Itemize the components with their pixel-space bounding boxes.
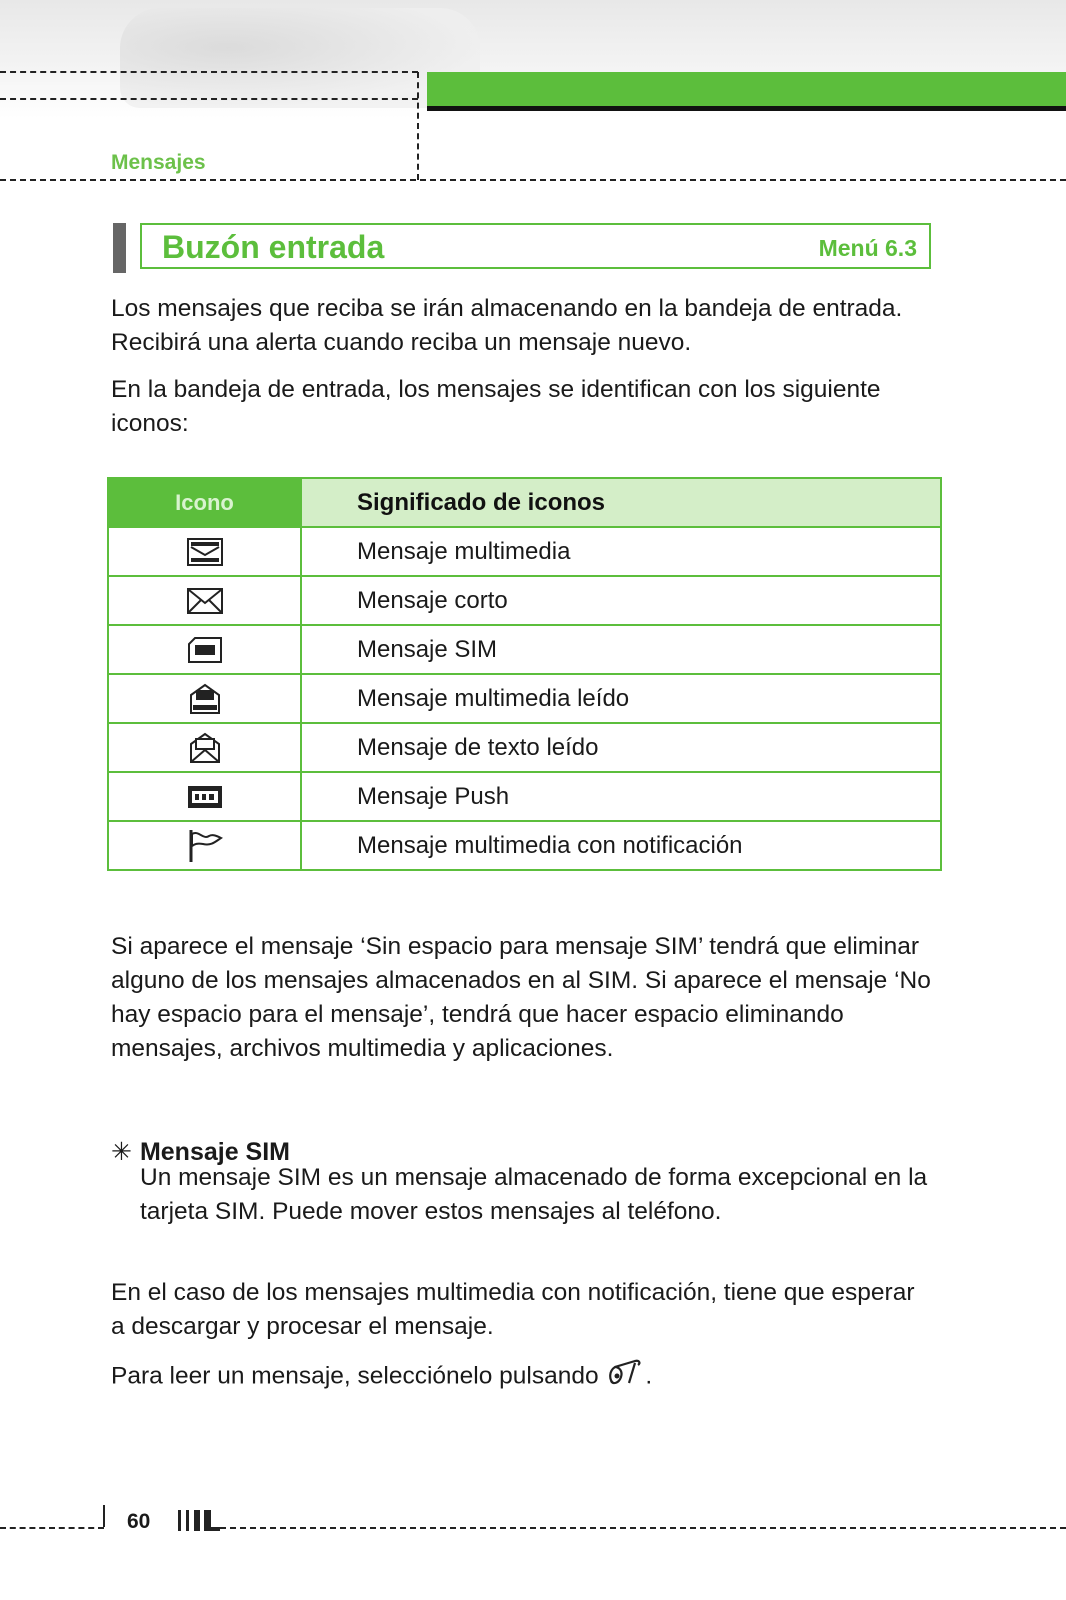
storage-warning-paragraph: Si aparece el mensaje ‘Sin espacio para mensaje SIM’ tendrá que eliminar alguno de los mensajes almacenados en al SIM. Si aparece el mensaje ‘No hay espacio para el mensaje’, tendrá que hacer espacio eliminando mensajes, archivos multimedia y aplicaciones. [111, 933, 931, 1062]
icon-cell [108, 527, 301, 576]
intro-paragraph-2: En la bandeja de entrada, los mensajes se identifican con los siguiente iconos: [111, 376, 881, 437]
meaning-cell: Mensaje de texto leído [301, 723, 941, 772]
icon-cell [108, 821, 301, 870]
table-row [108, 821, 941, 870]
header-dashed-line [0, 71, 418, 73]
menu-number: Menú 6.3 [818, 235, 917, 261]
table-row [108, 723, 941, 772]
intro-paragraph-1: Los mensajes que reciba se irán almacenando en la bandeja de entrada. Recibirá una alerta cuando reciba un mensaje nuevo. [111, 295, 903, 356]
table-header-icon: Icono [108, 478, 301, 527]
page-number: 60 [127, 1510, 151, 1533]
read-instruction [111, 1357, 931, 1397]
table-row [108, 674, 941, 723]
footer-dashed-line [0, 1527, 104, 1529]
sim-paragraph: Un mensaje SIM es un mensaje almacenado de forma excepcional en la tarjeta SIM. Puede mover estos mensajes al teléfono. [140, 1164, 928, 1225]
header-divider [417, 72, 419, 180]
meaning-cell: Mensaje multimedia [301, 527, 941, 576]
footer-bars [178, 1508, 220, 1537]
meaning-cell: Mensaje corto [301, 576, 941, 625]
icon-cell [108, 625, 301, 674]
flag-icon [187, 831, 223, 858]
icon-cell [108, 576, 301, 625]
section-label: Mensajes [111, 151, 206, 174]
read-text-icon [187, 733, 223, 760]
meaning-cell: Mensaje Push [301, 772, 941, 821]
read-instruction-text: Para leer un mensaje, selecciónelo pulsando [111, 1362, 599, 1390]
table-row [108, 576, 941, 625]
ok-key-icon [605, 1357, 645, 1397]
push-message-icon [187, 783, 223, 810]
icon-cell [108, 674, 301, 723]
meaning-cell: Mensaje multimedia leído [301, 674, 941, 723]
phone-image [120, 8, 480, 108]
multimedia-message-icon [187, 537, 223, 564]
header-green-bar [427, 72, 1066, 111]
footer-dashed-line [220, 1527, 1066, 1529]
meaning-cell: Mensaje SIM [301, 625, 941, 674]
table-row [108, 527, 941, 576]
sim-message-icon [187, 635, 223, 662]
table-header-meaning: Significado de iconos [301, 478, 941, 527]
page-title-box [140, 223, 931, 269]
meaning-cell: Mensaje multimedia con notificación [301, 821, 941, 870]
table-row [108, 772, 941, 821]
icon-cell [108, 723, 301, 772]
sim-heading-text: Mensaje SIM [139, 1138, 291, 1166]
read-multimedia-icon [187, 684, 223, 711]
title-marker [113, 223, 126, 273]
header-rule [0, 179, 1066, 181]
footer-tick [103, 1505, 105, 1527]
icon-cell [108, 772, 301, 821]
star-icon: ✳ [111, 1138, 132, 1166]
read-instruction-end: . [645, 1362, 653, 1390]
notification-paragraph: En el caso de los mensajes multimedia con notificación, tiene que esperar a descargar y procesar el mensaje. [111, 1279, 915, 1340]
envelope-icon [187, 586, 223, 613]
table-header-row [108, 478, 941, 527]
page-title: Buzón entrada [162, 229, 385, 265]
table-row [108, 625, 941, 674]
icons-table [107, 477, 942, 871]
header-dashed-line [0, 98, 418, 100]
